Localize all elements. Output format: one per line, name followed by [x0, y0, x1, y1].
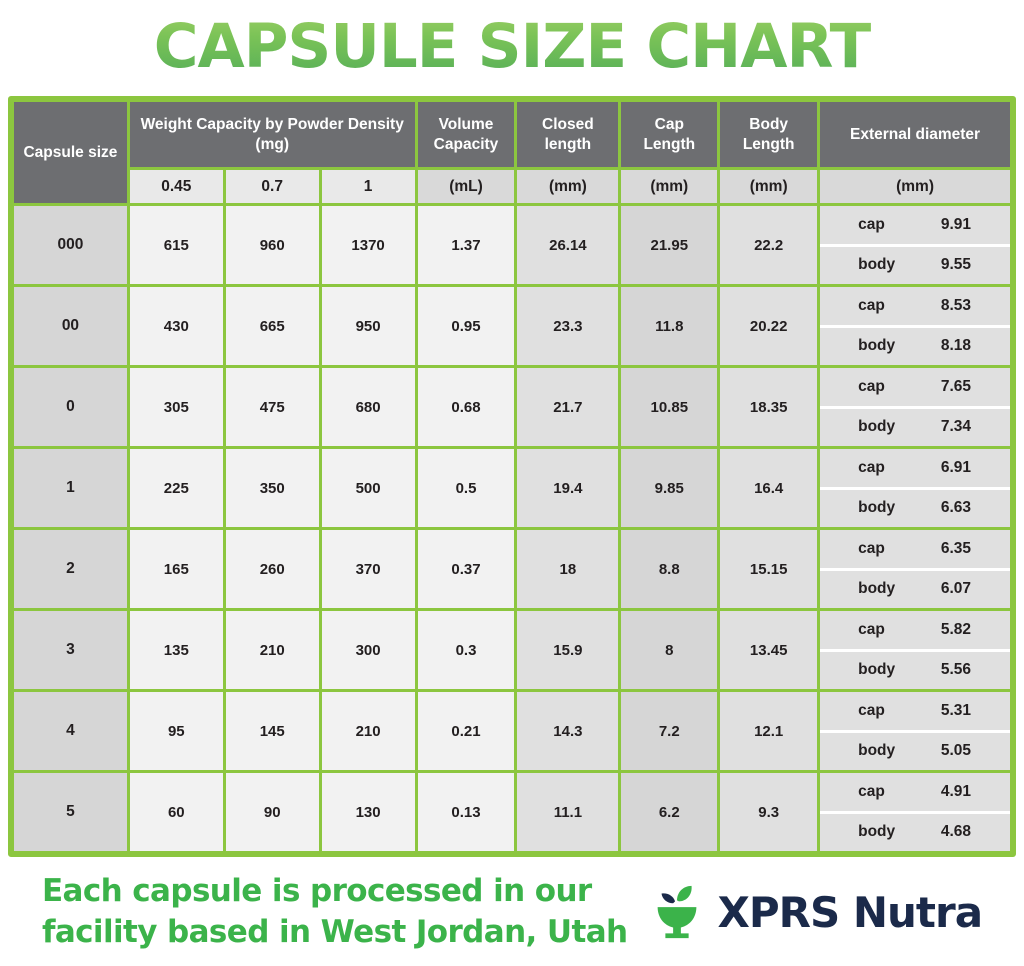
table-row: [13, 772, 1012, 853]
header-capsule-size: Capsule size: [13, 101, 129, 205]
footer-tagline: [42, 871, 628, 953]
cell-size: 00: [13, 286, 129, 367]
ext-body-value: 8.18: [919, 326, 1010, 365]
cell-external-diameter: [819, 205, 1012, 286]
cell-d045: 225: [128, 448, 224, 529]
cell-d045: 430: [128, 286, 224, 367]
header-volume-capacity: Volume Capacity: [416, 101, 516, 169]
ext-cap-label: cap: [820, 368, 919, 407]
cell-size: 0: [13, 367, 129, 448]
cell-volume: 1.37: [416, 205, 516, 286]
ext-cap-value: 8.53: [919, 287, 1010, 326]
cell-d07: 475: [224, 367, 320, 448]
table-row: [13, 691, 1012, 772]
table-row: [13, 286, 1012, 367]
cell-closed: 15.9: [516, 610, 620, 691]
cell-volume: 0.68: [416, 367, 516, 448]
cell-external-diameter: [819, 610, 1012, 691]
ext-cap-label: cap: [820, 773, 919, 812]
cell-closed: 19.4: [516, 448, 620, 529]
ext-body-value: 9.55: [919, 245, 1010, 284]
header-cap-length: Cap Length: [620, 101, 719, 169]
cell-cap: 7.2: [620, 691, 719, 772]
cell-d07: 260: [224, 529, 320, 610]
leaf-mortar-icon: [646, 881, 708, 943]
cell-volume: 0.5: [416, 448, 516, 529]
cell-size: 4: [13, 691, 129, 772]
cell-body: 16.4: [719, 448, 819, 529]
header-external-diameter: External diameter: [819, 101, 1012, 169]
subheader-density-07: 0.7: [224, 169, 320, 205]
brand-lockup: [646, 881, 983, 943]
cell-closed: 26.14: [516, 205, 620, 286]
cell-d1: 210: [320, 691, 416, 772]
ext-cap-label: cap: [820, 611, 919, 650]
cell-external-diameter: [819, 529, 1012, 610]
cell-d07: 665: [224, 286, 320, 367]
cell-cap: 6.2: [620, 772, 719, 853]
table-row: [13, 205, 1012, 286]
ext-body-value: 6.07: [919, 569, 1010, 608]
cell-volume: 0.21: [416, 691, 516, 772]
cell-d1: 500: [320, 448, 416, 529]
cell-d1: 950: [320, 286, 416, 367]
cell-body: 20.22: [719, 286, 819, 367]
header-closed-length: Closed length: [516, 101, 620, 169]
cell-d045: 305: [128, 367, 224, 448]
cell-d045: 135: [128, 610, 224, 691]
ext-cap-label: cap: [820, 692, 919, 731]
page-title: CAPSULE SIZE CHART: [0, 0, 1024, 90]
cell-body: 18.35: [719, 367, 819, 448]
subheader-density-045: 0.45: [128, 169, 224, 205]
table-header-row: [13, 101, 1012, 169]
capsule-size-table-wrapper: [8, 96, 1016, 857]
cell-cap: 21.95: [620, 205, 719, 286]
cell-closed: 21.7: [516, 367, 620, 448]
footer-tagline-line1: Each capsule is processed in our: [41, 873, 592, 909]
cell-d1: 300: [320, 610, 416, 691]
cell-size: 5: [13, 772, 129, 853]
cell-d045: 60: [128, 772, 224, 853]
ext-body-label: body: [820, 245, 919, 284]
subheader-density-1: 1: [320, 169, 416, 205]
subheader-closed-unit: (mm): [516, 169, 620, 205]
ext-cap-value: 6.35: [919, 530, 1010, 569]
ext-body-value: 5.56: [919, 650, 1010, 689]
cell-external-diameter: [819, 286, 1012, 367]
cell-d07: 90: [224, 772, 320, 853]
cell-volume: 0.37: [416, 529, 516, 610]
table-row: [13, 610, 1012, 691]
cell-size: 1: [13, 448, 129, 529]
cell-d1: 680: [320, 367, 416, 448]
table-subheader-row: [13, 169, 1012, 205]
cell-cap: 8: [620, 610, 719, 691]
cell-cap: 10.85: [620, 367, 719, 448]
cell-volume: 0.95: [416, 286, 516, 367]
cell-body: 9.3: [719, 772, 819, 853]
capsule-size-table: [11, 99, 1013, 854]
ext-cap-label: cap: [820, 206, 919, 245]
cell-closed: 11.1: [516, 772, 620, 853]
ext-cap-label: cap: [820, 530, 919, 569]
cell-d07: 145: [224, 691, 320, 772]
cell-cap: 9.85: [620, 448, 719, 529]
cell-d045: 165: [128, 529, 224, 610]
cell-external-diameter: [819, 448, 1012, 529]
cell-d07: 960: [224, 205, 320, 286]
cell-closed: 14.3: [516, 691, 620, 772]
cell-external-diameter: [819, 691, 1012, 772]
ext-body-label: body: [820, 407, 919, 446]
footer-tagline-line2: facility based in West Jordan, Utah: [41, 914, 628, 950]
cell-d07: 210: [224, 610, 320, 691]
header-weight-capacity: Weight Capacity by Powder Density (mg): [128, 101, 416, 169]
ext-cap-value: 7.65: [919, 368, 1010, 407]
ext-body-value: 4.68: [919, 812, 1010, 851]
header-body-length: Body Length: [719, 101, 819, 169]
cell-size: 3: [13, 610, 129, 691]
ext-cap-value: 9.91: [919, 206, 1010, 245]
subheader-volume-unit: (mL): [416, 169, 516, 205]
table-row: [13, 367, 1012, 448]
cell-d045: 95: [128, 691, 224, 772]
cell-cap: 8.8: [620, 529, 719, 610]
ext-body-label: body: [820, 569, 919, 608]
cell-body: 15.15: [719, 529, 819, 610]
table-row: [13, 529, 1012, 610]
ext-cap-label: cap: [820, 449, 919, 488]
cell-body: 22.2: [719, 205, 819, 286]
ext-body-value: 5.05: [919, 731, 1010, 770]
cell-d1: 1370: [320, 205, 416, 286]
cell-d045: 615: [128, 205, 224, 286]
ext-body-value: 7.34: [919, 407, 1010, 446]
brand-name: XPRS Nutra: [717, 887, 983, 937]
ext-body-label: body: [820, 812, 919, 851]
ext-cap-value: 6.91: [919, 449, 1010, 488]
cell-external-diameter: [819, 772, 1012, 853]
subheader-body-unit: (mm): [719, 169, 819, 205]
cell-d1: 130: [320, 772, 416, 853]
cell-volume: 0.3: [416, 610, 516, 691]
cell-body: 13.45: [719, 610, 819, 691]
cell-body: 12.1: [719, 691, 819, 772]
cell-d1: 370: [320, 529, 416, 610]
cell-size: 000: [13, 205, 129, 286]
table-row: [13, 448, 1012, 529]
ext-body-value: 6.63: [919, 488, 1010, 527]
cell-cap: 11.8: [620, 286, 719, 367]
subheader-external-unit: (mm): [819, 169, 1012, 205]
ext-body-label: body: [820, 326, 919, 365]
ext-body-label: body: [820, 650, 919, 689]
table-body: [13, 205, 1012, 853]
footer: [0, 871, 1024, 953]
cell-closed: 18: [516, 529, 620, 610]
cell-volume: 0.13: [416, 772, 516, 853]
subheader-cap-unit: (mm): [620, 169, 719, 205]
cell-closed: 23.3: [516, 286, 620, 367]
ext-body-label: body: [820, 488, 919, 527]
ext-cap-value: 5.31: [919, 692, 1010, 731]
ext-body-label: body: [820, 731, 919, 770]
cell-size: 2: [13, 529, 129, 610]
ext-cap-label: cap: [820, 287, 919, 326]
cell-d07: 350: [224, 448, 320, 529]
ext-cap-value: 5.82: [919, 611, 1010, 650]
ext-cap-value: 4.91: [919, 773, 1010, 812]
cell-external-diameter: [819, 367, 1012, 448]
